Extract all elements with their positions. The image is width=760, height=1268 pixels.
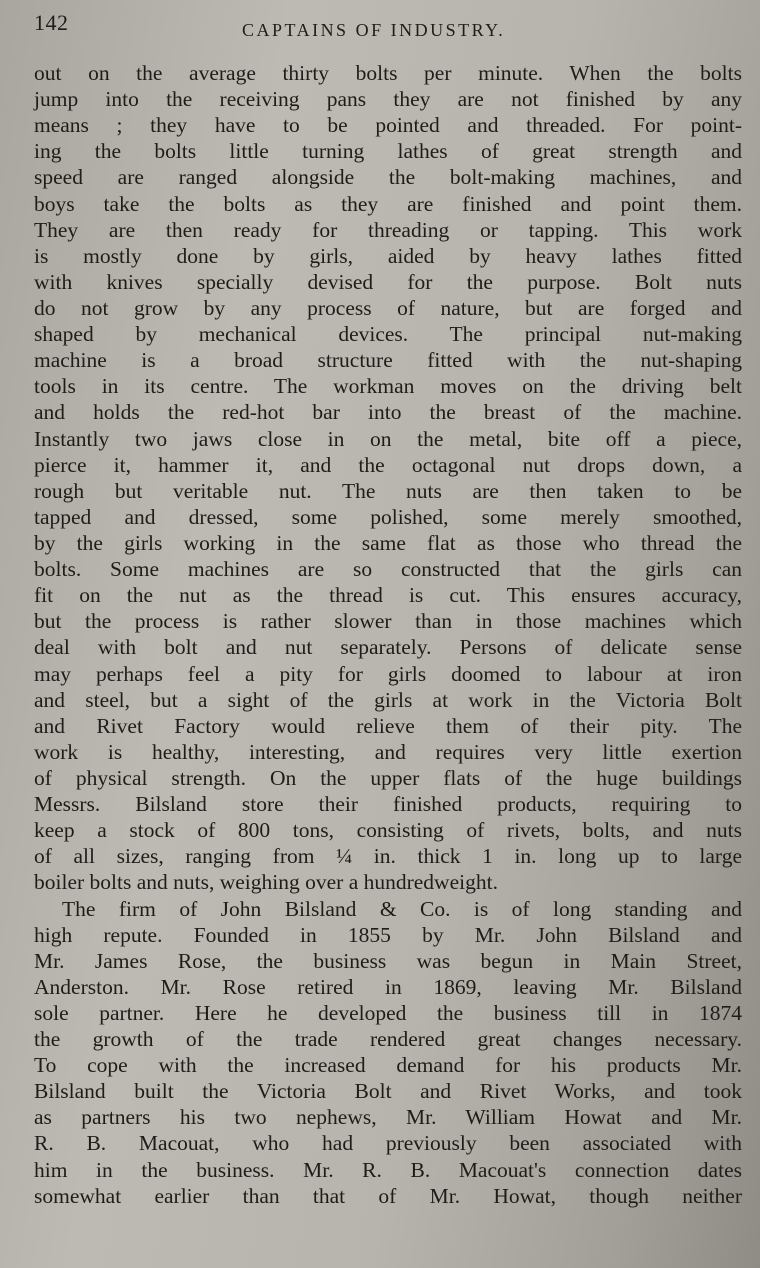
text-line: tapped and dressed, some polished, some merely smoothed, xyxy=(34,504,742,529)
text-line: Bilsland built the Victoria Bolt and Rivet Works, and took xyxy=(34,1079,742,1104)
text-line: is mostly done by girls, aided by heavy lathes fitted xyxy=(34,243,742,268)
text-line: out on the average thirty bolts per minute. When the bolts xyxy=(34,61,742,85)
text-line: him in the business. Mr. R. B. Macouat's connection dates xyxy=(34,1157,742,1182)
text-line: bolts. Some machines are so constructed that the girls can xyxy=(34,557,742,582)
text-line: shaped by mechanical devices. The principal nut-making xyxy=(34,322,742,347)
text-line: Mr. James Rose, the business was begun in Main Street, xyxy=(34,948,742,973)
text-line: and Rivet Factory would relieve them of their pity. The xyxy=(34,713,742,738)
text-line: somewhat earlier than that of Mr. Howat, though neither xyxy=(34,1183,742,1208)
text-line: high repute. Founded in 1855 by Mr. John Bilsland and xyxy=(34,922,742,947)
text-line: sole partner. Here he developed the business till in 1874 xyxy=(34,1000,742,1025)
text-line: To cope with the increased demand for his products Mr. xyxy=(34,1053,742,1078)
text-line: do not grow by any process of nature, but are forged and xyxy=(34,295,742,320)
text-line: as partners his two nephews, Mr. William Howat and Mr. xyxy=(34,1105,742,1130)
text-line: rough but veritable nut. The nuts are then taken to be xyxy=(34,478,742,503)
paragraph-end-line: boiler bolts and nuts, weighing over a hundredweight. xyxy=(34,870,498,895)
text-line: Instantly two jaws close in on the metal, bite off a piece, xyxy=(34,426,742,451)
text-line: keep a stock of 800 tons, consisting of rivets, bolts, and nuts xyxy=(34,818,742,843)
text-line: of all sizes, ranging from ¼ in. thick 1 in. long up to large xyxy=(34,844,742,869)
text-line: pierce it, hammer it, and the octagonal nut drops down, a xyxy=(34,452,742,477)
text-line: and holds the red-hot bar into the breast of the machine. xyxy=(34,400,742,425)
text-line: and steel, but a sight of the girls at work in the Victoria Bolt xyxy=(34,687,742,712)
text-line: of physical strength. On the upper flats of the huge buildings xyxy=(34,765,742,790)
text-line: boys take the bolts as they are finished and point them. xyxy=(34,191,742,216)
text-line: machine is a broad structure fitted with the nut-shaping xyxy=(34,348,742,373)
text-line: but the process is rather slower than in those machines which xyxy=(34,609,742,634)
text-line: ing the bolts little turning lathes of great strength and xyxy=(34,139,742,164)
text-line: tools in its centre. The workman moves on the driving belt xyxy=(34,374,742,399)
text-line: means ; they have to be pointed and threaded. For point- xyxy=(34,113,742,138)
text-line: fit on the nut as the thread is cut. This ensures accuracy, xyxy=(34,583,742,608)
body-text xyxy=(34,60,742,1209)
page-number: 142 xyxy=(34,10,69,35)
text-line: Anderston. Mr. Rose retired in 1869, leaving Mr. Bilsland xyxy=(34,974,742,999)
text-line: may perhaps feel a pity for girls doomed to labour at iron xyxy=(34,661,742,686)
running-title: CAPTAINS OF INDUSTRY. xyxy=(242,20,506,40)
text-line: speed are ranged alongside the bolt-making machines, and xyxy=(34,165,742,190)
paragraph-start-line: The firm of John Bilsland & Co. is of long standing and xyxy=(62,896,742,921)
text-line: Messrs. Bilsland store their finished products, requiring to xyxy=(34,792,742,817)
text-line: the growth of the trade rendered great changes necessary. xyxy=(34,1027,742,1052)
text-line: by the girls working in the same flat as those who thread the xyxy=(34,530,742,555)
text-line: with knives specially devised for the purpose. Bolt nuts xyxy=(34,269,742,294)
text-line: jump into the receiving pans they are not finished by any xyxy=(34,87,742,112)
text-line: They are then ready for threading or tapping. This work xyxy=(34,217,742,242)
text-line: work is healthy, interesting, and requires very little exertion xyxy=(34,739,742,764)
text-line: R. B. Macouat, who had previously been associated with xyxy=(34,1131,742,1156)
text-line: deal with bolt and nut separately. Persons of delicate sense xyxy=(34,635,742,660)
running-head xyxy=(0,0,760,60)
